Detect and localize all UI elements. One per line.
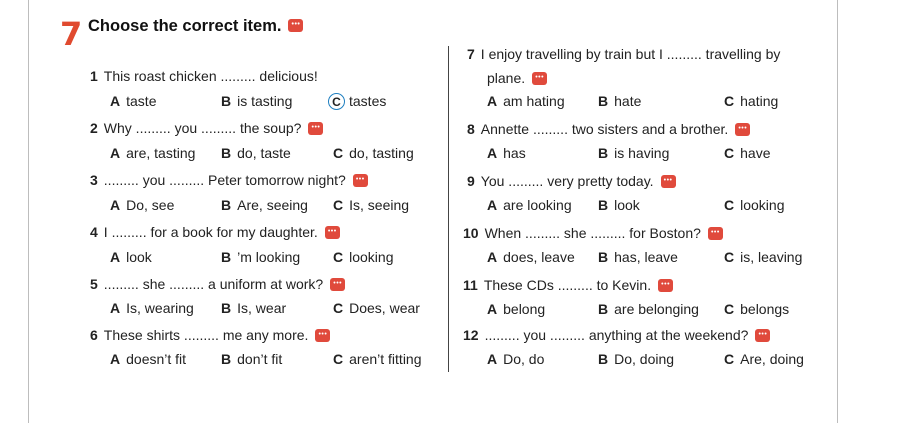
question-text: Annette ......... two sisters and a brother. <box>480 121 729 137</box>
question-5 <box>90 275 345 293</box>
option-8c[interactable] <box>724 144 770 162</box>
option-text: Is, seeing <box>349 197 410 213</box>
option-text: is having <box>614 145 670 161</box>
question-text: When ......... she ......... for Boston? <box>484 225 701 241</box>
option-12c[interactable] <box>724 350 804 368</box>
option-4a[interactable] <box>110 248 152 266</box>
option-text: taste <box>126 93 157 109</box>
option-2c[interactable] <box>333 144 414 162</box>
option-8a[interactable] <box>487 144 526 162</box>
option-letter: C <box>333 197 344 213</box>
option-text: has, leave <box>614 249 678 265</box>
option-text: Are, seeing <box>237 197 308 213</box>
option-letter: A <box>110 351 121 367</box>
option-letter: C <box>724 301 735 317</box>
more-options-icon[interactable] <box>325 226 340 239</box>
option-5a[interactable] <box>110 299 194 317</box>
question-number: 2 <box>90 120 98 136</box>
option-10c[interactable] <box>724 248 802 266</box>
option-letter: A <box>487 145 498 161</box>
option-letter: C <box>724 197 735 213</box>
question-text: These CDs ......... to Kevin. <box>483 277 652 293</box>
option-9a[interactable] <box>487 196 572 214</box>
option-letter: A <box>487 197 498 213</box>
option-11b[interactable] <box>598 300 699 318</box>
option-1b[interactable] <box>221 92 292 110</box>
question-11 <box>463 276 673 294</box>
question-12 <box>463 326 770 344</box>
option-text: looking <box>349 249 394 265</box>
question-2 <box>90 119 323 137</box>
option-11c[interactable] <box>724 300 789 318</box>
option-letter: A <box>487 301 498 317</box>
option-6a[interactable] <box>110 350 186 368</box>
option-text: look <box>614 197 640 213</box>
option-letter: B <box>598 351 609 367</box>
exercise-number: 7 <box>60 15 83 53</box>
question-number: 5 <box>90 276 98 292</box>
option-6c[interactable] <box>333 350 422 368</box>
question-number: 6 <box>90 327 98 343</box>
more-options-icon[interactable] <box>532 72 547 85</box>
option-1c-selected[interactable] <box>328 92 386 111</box>
question-10 <box>463 224 723 242</box>
option-text: has <box>503 145 526 161</box>
option-text: Is, wear <box>237 300 287 316</box>
option-text: have <box>740 145 771 161</box>
option-letter: B <box>598 301 609 317</box>
option-3b[interactable] <box>221 196 308 214</box>
question-1 <box>90 67 318 85</box>
option-7a[interactable] <box>487 92 565 110</box>
option-letter: A <box>487 351 498 367</box>
option-letter: B <box>221 300 232 316</box>
option-letter: A <box>110 145 121 161</box>
option-text: are, tasting <box>126 145 196 161</box>
option-4c[interactable] <box>333 248 394 266</box>
question-number: 10 <box>463 225 479 241</box>
option-letter: B <box>598 93 609 109</box>
question-7 <box>467 45 780 63</box>
option-7c[interactable] <box>724 92 778 110</box>
option-2b[interactable] <box>221 144 291 162</box>
more-options-icon[interactable] <box>658 279 673 292</box>
option-2a[interactable] <box>110 144 195 162</box>
question-9 <box>467 172 676 190</box>
option-letter: B <box>221 145 232 161</box>
question-number: 12 <box>463 327 479 343</box>
question-text: ......... you ......... Peter tomorrow night? <box>103 172 346 188</box>
more-options-icon[interactable] <box>315 329 330 342</box>
exercise-title: Choose the correct item. <box>88 17 282 35</box>
option-letter: B <box>598 145 609 161</box>
option-text: ’m looking <box>237 249 301 265</box>
more-options-icon[interactable] <box>735 123 750 136</box>
option-text: is tasting <box>237 93 293 109</box>
option-letter: C <box>724 145 735 161</box>
option-text: hate <box>614 93 642 109</box>
more-options-icon[interactable] <box>288 19 303 32</box>
option-letter: A <box>487 249 498 265</box>
question-text-continued: plane. <box>487 70 526 86</box>
option-text: aren’t fitting <box>349 351 422 367</box>
question-number: 4 <box>90 224 98 240</box>
option-10b[interactable] <box>598 248 678 266</box>
question-text: ......... she ......... a uniform at work? <box>103 276 324 292</box>
option-7b[interactable] <box>598 92 641 110</box>
option-letter: C <box>333 351 344 367</box>
option-3c[interactable] <box>333 196 409 214</box>
option-text: belongs <box>740 301 790 317</box>
option-text: do, taste <box>237 145 291 161</box>
option-12b[interactable] <box>598 350 674 368</box>
option-4b[interactable] <box>221 248 300 266</box>
option-text: Does, wear <box>349 300 420 316</box>
option-8b[interactable] <box>598 144 669 162</box>
option-1a[interactable] <box>110 92 156 110</box>
option-letter: A <box>110 249 121 265</box>
question-number: 1 <box>90 68 98 84</box>
option-text: is, leaving <box>740 249 803 265</box>
option-letter: C <box>333 300 344 316</box>
more-options-icon[interactable] <box>308 122 323 135</box>
option-text: Are, doing <box>740 351 804 367</box>
option-letter: A <box>110 197 121 213</box>
option-5c[interactable] <box>333 299 420 317</box>
option-text: doesn’t fit <box>126 351 187 367</box>
option-letter: B <box>598 249 609 265</box>
option-letter: C <box>333 145 344 161</box>
question-text: These shirts ......... me any more. <box>103 327 309 343</box>
question-number: 3 <box>90 172 98 188</box>
option-letter: B <box>221 93 232 109</box>
option-letter: B <box>221 249 232 265</box>
option-text: tastes <box>349 93 387 109</box>
option-letter: C <box>333 249 344 265</box>
option-6b[interactable] <box>221 350 282 368</box>
option-5b[interactable] <box>221 299 286 317</box>
option-text: look <box>126 249 152 265</box>
question-number: 9 <box>467 173 475 189</box>
question-number: 8 <box>467 121 475 137</box>
question-8 <box>467 120 750 138</box>
more-options-icon[interactable] <box>353 174 368 187</box>
more-options-icon[interactable] <box>330 278 345 291</box>
option-letter: B <box>598 197 609 213</box>
option-letter: A <box>110 93 121 109</box>
selected-answer-circle: C <box>328 93 345 110</box>
option-text: Do, doing <box>614 351 675 367</box>
option-text: are looking <box>503 197 572 213</box>
question-number: 11 <box>463 277 478 293</box>
more-options-icon[interactable] <box>708 227 723 240</box>
option-text: Is, wearing <box>126 300 194 316</box>
option-letter: C <box>724 93 735 109</box>
option-letter: B <box>221 351 232 367</box>
question-4 <box>90 223 340 241</box>
option-letter: A <box>487 93 498 109</box>
option-letter: B <box>221 197 232 213</box>
question-text: I ......... for a book for my daughter. <box>103 224 318 240</box>
question-6 <box>90 326 330 344</box>
question-text: Why ......... you ......... the soup? <box>103 120 302 136</box>
column-divider <box>448 46 449 372</box>
option-text: Do, do <box>503 351 545 367</box>
question-text: This roast chicken ......... delicious! <box>103 68 318 84</box>
page-right-border <box>837 0 838 423</box>
option-text: Do, see <box>126 197 175 213</box>
option-3a[interactable] <box>110 196 174 214</box>
option-text: do, tasting <box>349 145 414 161</box>
option-letter: C <box>724 249 735 265</box>
question-7-continued <box>487 69 547 87</box>
option-text: looking <box>740 197 785 213</box>
page-left-border <box>28 0 29 423</box>
more-options-icon[interactable] <box>755 329 770 342</box>
option-text: am hating <box>503 93 565 109</box>
option-text: belong <box>503 301 546 317</box>
option-text: are belonging <box>614 301 699 317</box>
option-letter: C <box>724 351 735 367</box>
exercise-heading <box>88 17 303 36</box>
question-number: 7 <box>467 46 475 62</box>
option-10a[interactable] <box>487 248 575 266</box>
question-3 <box>90 171 368 189</box>
option-9b[interactable] <box>598 196 640 214</box>
question-text: ......... you ......... anything at the weekend? <box>484 327 749 343</box>
option-12a[interactable] <box>487 350 544 368</box>
option-text: does, leave <box>503 249 575 265</box>
option-11a[interactable] <box>487 300 545 318</box>
option-text: hating <box>740 93 779 109</box>
more-options-icon[interactable] <box>661 175 676 188</box>
option-9c[interactable] <box>724 196 785 214</box>
question-text: You ......... very pretty today. <box>480 173 654 189</box>
option-text: don’t fit <box>237 351 283 367</box>
option-letter: A <box>110 300 121 316</box>
question-text: I enjoy travelling by train but I ......... travelling by <box>480 46 781 62</box>
